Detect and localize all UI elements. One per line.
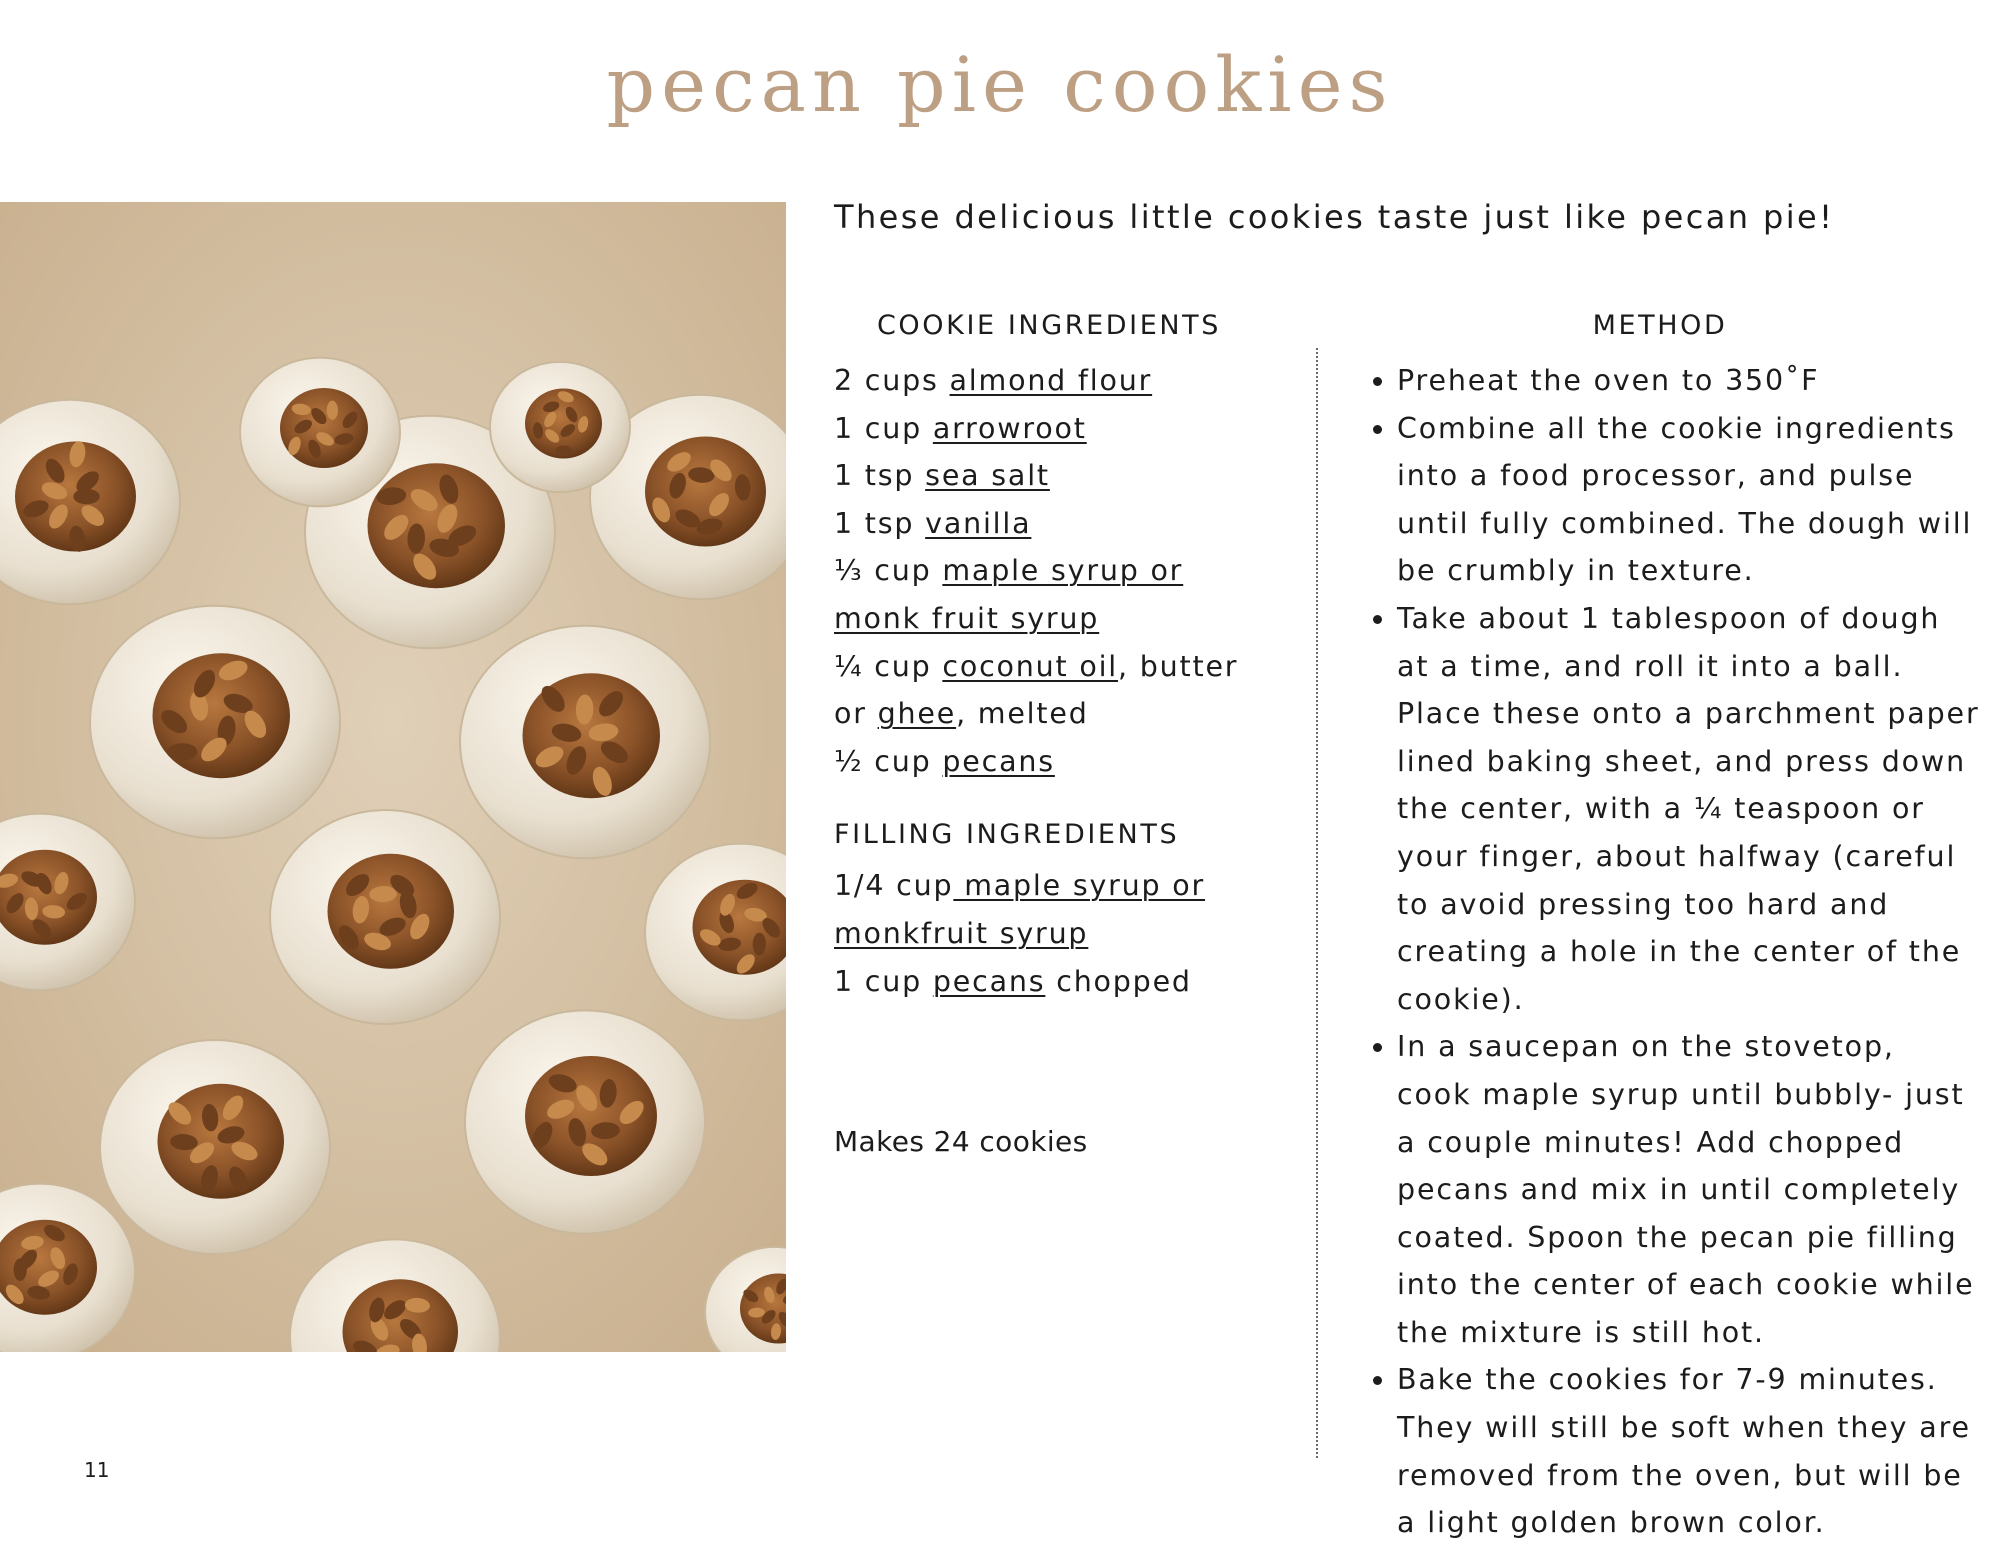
cookie-ingredients-list: [834, 357, 1274, 785]
cookie: [270, 810, 500, 1024]
ingredient-item: [834, 862, 1274, 957]
cookie: [460, 626, 710, 859]
recipe-intro: These delicious little cookies taste just like pecan pie!: [834, 198, 1835, 236]
ingredient-link[interactable]: maple syrup or monkfruit syrup: [834, 869, 1206, 950]
cookie-ingredients-heading: COOKIE INGREDIENTS: [876, 310, 1221, 341]
ingredient-link[interactable]: coconut oil: [942, 649, 1119, 683]
ingredient-link[interactable]: almond flour: [949, 364, 1153, 397]
ingredient-link[interactable]: maple syrup or monk fruit syrup: [834, 554, 1184, 635]
ingredient-link[interactable]: pecans: [942, 744, 1055, 778]
ingredients-column: [834, 310, 1274, 1005]
ingredient-quantity: 1/4 cup: [834, 869, 954, 903]
ingredient-link[interactable]: arrowroot: [932, 411, 1087, 445]
method-heading: METHOD: [1592, 310, 1728, 341]
ingredient-item: [834, 643, 1274, 738]
ingredient-link[interactable]: vanilla: [925, 506, 1032, 540]
ingredient-quantity: ⅓ cup: [834, 554, 943, 588]
filling-ingredients-heading: FILLING INGREDIENTS: [834, 819, 1180, 851]
recipe-title: pecan pie cookies: [606, 40, 1394, 129]
ingredient-quantity: 1 tsp: [834, 506, 926, 540]
ingredient-item: [834, 500, 1274, 548]
ingredient-quantity: ¼ cup: [834, 649, 943, 683]
cookie: [240, 358, 400, 507]
method-step: • Preheat the oven to 350˚F: [1397, 357, 1980, 405]
ingredient-quantity: 1 cup: [834, 964, 933, 998]
cookies-photo: [0, 202, 786, 1352]
ingredient-quantity: 1 cup: [834, 411, 933, 445]
method-step: • In a saucepan on the stovetop, cook maple syrup until bubbly- just a couple minutes! Add chopped pecans and mix in until completely coated. Spoon the pecan pie filling into the center of each cookie while the mixture is still hot.: [1397, 1023, 1980, 1356]
ingredient-item: [834, 452, 1274, 500]
ingredient-item: [834, 958, 1274, 1006]
ingredient-note: , melted: [956, 697, 1089, 731]
method-column: [1355, 310, 1980, 1547]
yield-note: Makes 24 cookies: [834, 1125, 1088, 1158]
ingredient-item: [834, 738, 1274, 786]
ingredient-item: [834, 547, 1274, 642]
cookie: [465, 1010, 705, 1233]
ingredient-link[interactable]: sea salt: [925, 459, 1050, 493]
method-steps-list: [1355, 357, 1980, 1547]
filling-ingredients-list: [834, 862, 1274, 1005]
cookie: [90, 606, 340, 839]
ingredient-link[interactable]: ghee: [877, 697, 957, 731]
ingredient-link[interactable]: pecans: [932, 964, 1046, 998]
page-number: 11: [84, 1458, 110, 1482]
ingredient-note: chopped: [1045, 964, 1192, 998]
ingredient-quantity: 2 cups: [834, 364, 950, 397]
ingredient-item: [834, 357, 1274, 405]
column-divider: [1316, 348, 1318, 1458]
ingredient-quantity: ½ cup: [834, 744, 943, 778]
cookie: [100, 1040, 330, 1254]
ingredient-item: [834, 405, 1274, 453]
method-step: • Bake the cookies for 7-9 minutes. They will still be soft when they are removed from the oven, but will be a light golden brown color.: [1397, 1356, 1980, 1546]
ingredient-quantity: 1 tsp: [834, 459, 926, 493]
method-step: • Take about 1 tablespoon of dough at a time, and roll it into a ball. Place these onto a parchment paper lined baking sheet, and press down the center, with a ¼ teaspoon or your finger, about halfway (careful to avoid pressing too hard and creating a hole in the center of the cookie).: [1397, 595, 1980, 1023]
ingredient-note: , butter or: [834, 649, 1239, 731]
method-step: • Combine all the cookie ingredients into a food processor, and pulse until fully combined. The dough will be crumbly in texture.: [1397, 405, 1980, 595]
cookie: [490, 362, 630, 492]
